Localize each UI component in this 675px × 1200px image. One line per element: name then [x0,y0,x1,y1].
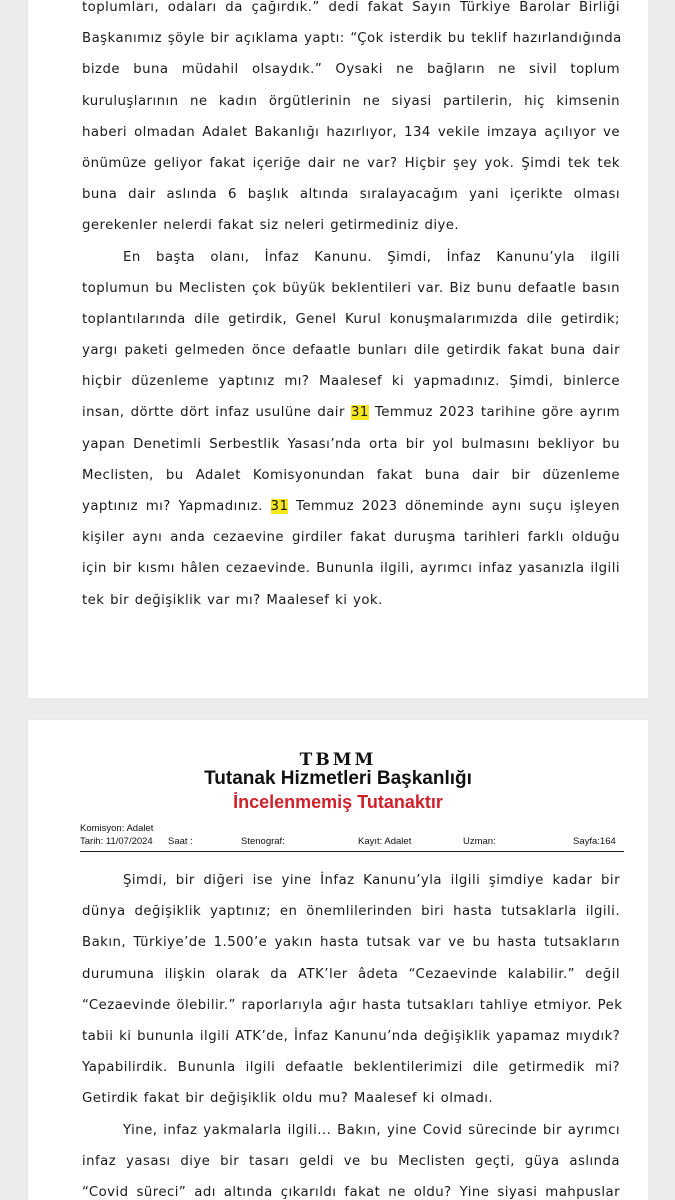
meta-tarih: Tarih: 11/07/2024 [80,836,153,847]
text-line: gerekenler nelerdi fakat siz neleri getirmediniz diye. [82,218,460,234]
text-line: toplumun bu Meclisten çok büyük beklentileri var. Biz bunu defaatle basın [82,280,620,296]
text-line: tabii ki bununla ilgili ATK’de, İnfaz Kanunu’nda değişiklik yapamaz mıydık? [82,1028,621,1044]
text-line: yapan Denetimli Serbestlik Yasası’nda orta bir yol bulmasını bekliyor bu [82,436,620,452]
header-subtitle: Tutanak Hizmetleri Başkanlığı [204,768,472,789]
meta-uzman: Uzman: [463,836,496,847]
text-line: hiçbir düzenleme yaptınız mı? Maalesef ki yapmadınız. Şimdi, binlerce [82,374,620,390]
text-line [82,491,620,522]
text-line [82,397,620,428]
header-status-title: İncelenmemiş Tutanaktır [233,792,443,812]
text-line: tek bir değişiklik var mı? Maalesef ki yok. [82,592,383,608]
text-line: buna dair aslında 6 başlık altında sıralayacağım yani içerikte olması [82,187,620,203]
meta-sayfa: Sayfa:164 [573,836,616,847]
search-highlight: 31 [350,405,369,421]
text-line: “Covid süreci” adı altında çıkarıldı fakat ne oldu? Yine siyasi mahpuslar [82,1184,620,1200]
text-segment: Temmuz 2023 döneminde aynı suçu işleyen [288,499,620,514]
text-line: En başta olanı, İnfaz Kanunu. Şimdi, İnfaz Kanunu’yla ilgili [123,249,620,265]
meta-kayit: Kayıt: Adalet [358,836,412,847]
header-tbmm: TBMM [299,750,377,770]
document-page [28,0,648,698]
text-line: Meclisten, bu Adalet Komisyonundan fakat buna dair bir düzenleme [82,467,620,483]
text-line: toplumları, odaları da çağırdık.” dedi fakat Sayın Türkiye Barolar Birliği [82,0,620,15]
text-line: haberi olmadan Adalet Bakanlığı hazırlıyor, 134 vekile imzaya açılıyor ve [82,124,620,140]
text-line: Şimdi, bir diğeri ise yine İnfaz Kanunu’yla ilgili şimdiye kadar bir [123,873,620,888]
text-segment: Temmuz 2023 tarihine göre ayrım [368,405,620,421]
text-line: önümüze geliyor fakat içeriğe dair ne var? Hiçbir şey yok. Şimdi tek tek [82,155,620,171]
text-line: Başkanımız şöyle bir açıklama yaptı: “Çok isterdik bu teklif hazırlandığında [82,31,622,47]
text-line: toplantılarında dile getirdik, Genel Kurul konuşmalarımızda dile getirdik; [82,311,620,327]
page-body-text [82,0,620,616]
text-line: kuruluşlarının ne kadın örgütlerinin ne siyasi partilerin, hiç kimsenin [82,93,620,109]
meta-komisyon: Komisyon: Adalet [80,823,154,834]
meta-stenograf: Stenograf: [241,836,285,847]
text-line: kişiler aynı anda cezaevine girdiler fakat duruşma tarihleri farklı olduğu [82,530,620,546]
text-line: durumuna ilişkin olarak da ATK’ler âdeta “Cezaevinde kalabilir.” değil [82,966,620,982]
text-line: Yapabilirdik. Bununla ilgili defaatle beklentilerimizi dile getirmedik mi? [82,1060,620,1076]
text-line: Getirdik fakat bir değişiklik oldu mu? Maalesef ki olmadı. [82,1091,494,1107]
text-line: bizde buna müdahil olsaydık.” Oysaki ne bağların ne sivil toplum [82,62,620,78]
text-line: Yine, infaz yakmalarla ilgili... Bakın, yine Covid sürecinde bir ayrımcı [123,1122,620,1138]
header-divider [80,851,624,852]
document-page [28,720,648,1200]
meta-saat: Saat : [168,836,193,847]
text-segment: yaptınız mı? Yapmadınız. [82,499,271,514]
text-segment: insan, dörtte dört infaz usulüne dair [82,405,351,421]
text-line: için bir kısmı hâlen cezaevinde. Bununla ilgili, ayrımcı infaz yasanızla ilgili [82,561,620,577]
text-line: yargı paketi gelmeden önce defaatle bunları dile getirdik fakat buna dair [82,343,620,359]
search-highlight: 31 [270,499,289,514]
text-line: “Cezaevinde ölebilir.” raporlarıyla ağır hasta tutsakları tahliye etmiyor. Pek [82,997,623,1013]
text-line: Bakın, Türkiye’de 1.500’e yakın hasta tutsak var ve bu hasta tutsakların [82,935,620,951]
text-line: dünya değişiklik yaptınız; en önemlilerinden biri hasta tutsaklarla ilgili. [82,904,620,920]
text-line: infaz yasası diye bir tasarı geldi ve bu Meclisten geçti, güya aslında [82,1153,620,1169]
page-body-text [82,865,623,1200]
